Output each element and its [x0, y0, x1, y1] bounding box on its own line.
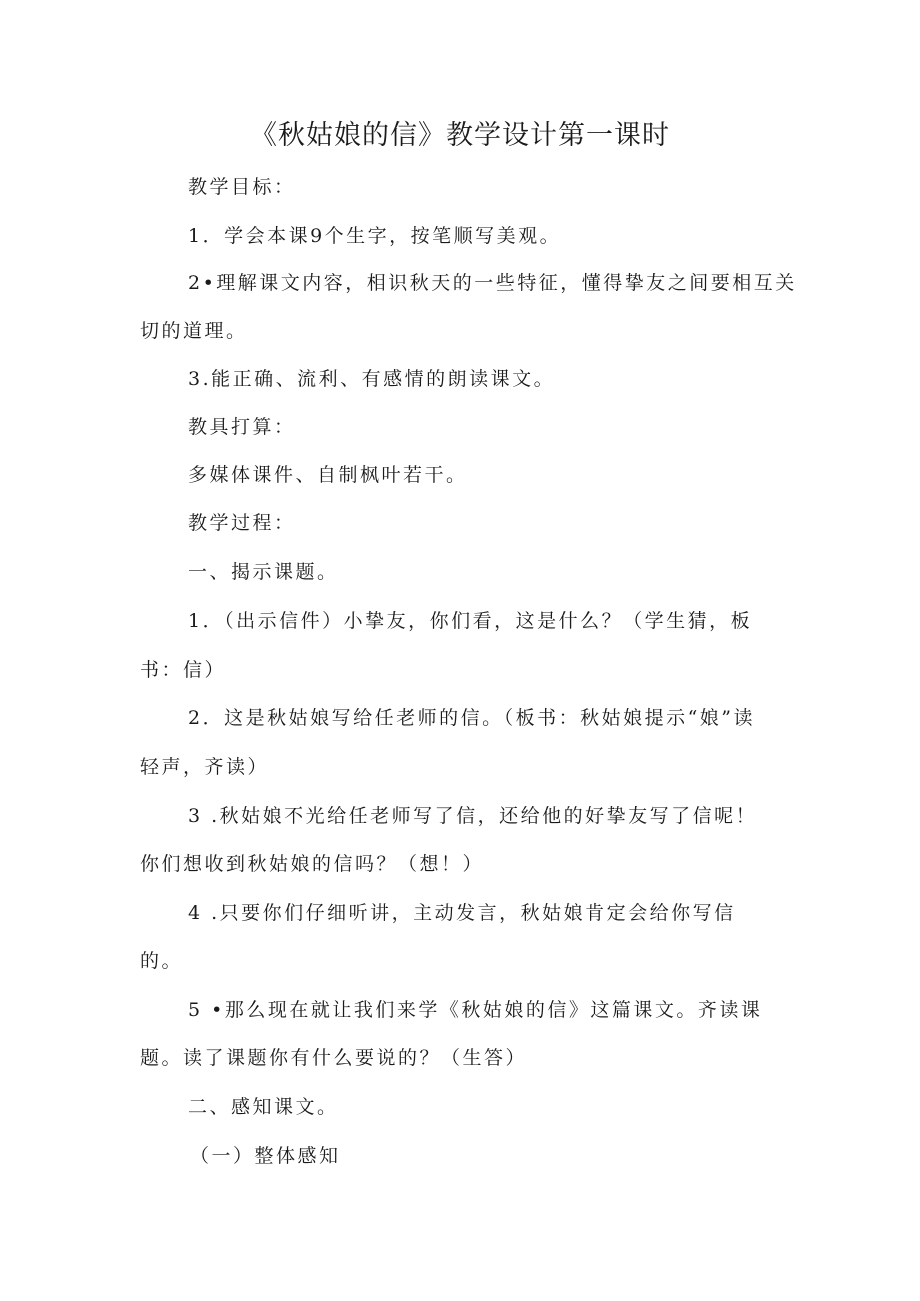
section-one-heading: 一、揭示课题。 — [188, 561, 339, 583]
goal-2-line-1: 2•理解课文内容，相识秋天的一些特征，懂得挚友之间要相互关 — [188, 272, 797, 294]
section-two-heading: 二、感知课文。 — [188, 1096, 339, 1118]
heading-teaching-goals: 教学目标： — [188, 176, 296, 198]
step-1-line-1: 1．（出示信件）小挚友，你们看，这是什么？（学生猜，板 — [188, 610, 753, 632]
step-1-line-2: 书：信） — [140, 659, 227, 681]
step-2-line-1: 2．这是秋姑娘写给任老师的信。（板书：秋姑娘提示“娘”读 — [188, 707, 756, 729]
step-3-line-2: 你们想收到秋姑娘的信吗？（想！） — [140, 853, 485, 875]
goal-3: 3.能正确、流利、有感情的朗读课文。 — [188, 368, 556, 390]
step-4-line-2: 的。 — [140, 950, 184, 972]
document-title: 《秋姑娘的信》教学设计第一课时 — [250, 120, 670, 151]
step-5-line-2: 题。读了课题你有什么要说的？（生答） — [140, 1047, 528, 1069]
goal-2-line-2: 切的道理。 — [140, 320, 248, 342]
goal-1: 1．学会本课9个生字，按笔顺写美观。 — [188, 225, 562, 247]
heading-teaching-process: 教学过程： — [188, 512, 296, 534]
teaching-aids-text: 多媒体课件、自制枫叶若干。 — [188, 464, 468, 486]
step-3-line-1: 3 .秋姑娘不光给任老师写了信，还给他的好挚友写了信呢！ — [188, 805, 758, 827]
step-4-line-1: 4 .只要你们仔细听讲，主动发言，秋姑娘肯定会给你写信 — [188, 902, 736, 924]
step-2-line-2: 轻声，齐读） — [140, 756, 270, 778]
subsection-overall-perception: （一）整体感知 — [190, 1145, 341, 1167]
step-5-line-1: 5 •那么现在就让我们来学《秋姑娘的信》这篇课文。齐读课 — [188, 999, 763, 1021]
heading-teaching-aids: 教具打算： — [188, 416, 296, 438]
